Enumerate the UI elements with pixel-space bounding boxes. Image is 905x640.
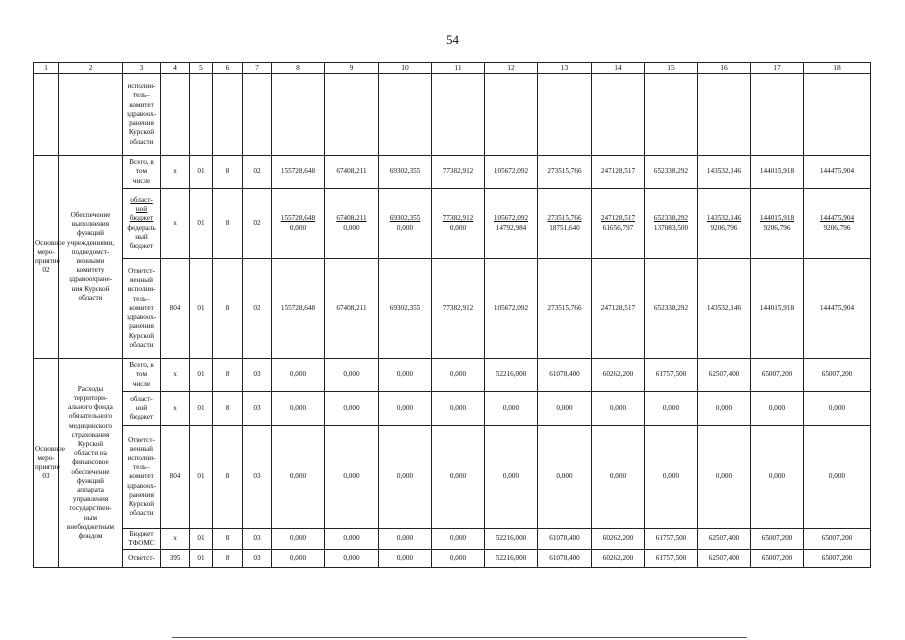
- value-cell: 0,000: [804, 392, 871, 426]
- value-cell: 0,000: [379, 529, 432, 550]
- source-cell: [123, 550, 161, 568]
- description-line: обеспечение: [71, 467, 110, 476]
- description-line: Расходы: [77, 384, 104, 393]
- source-line: област-: [130, 195, 153, 204]
- source-line: ТФОМС: [128, 539, 155, 547]
- table-row: [34, 259, 871, 359]
- value-cell: 62507,400: [698, 550, 751, 568]
- measure-name-line: приятие: [35, 463, 60, 471]
- code-cell: 01: [190, 392, 213, 426]
- source-line: област-: [130, 394, 153, 403]
- value-cell: 0,000: [432, 359, 485, 392]
- empty-cell: [592, 74, 645, 156]
- value-cell: 0,000: [325, 550, 379, 568]
- code-cell: 01: [190, 359, 213, 392]
- value-cell: 0,000: [698, 426, 751, 529]
- value-cell: 60262,200: [592, 529, 645, 550]
- header-cell: 16: [698, 63, 751, 74]
- source-line: бюджет: [129, 241, 154, 250]
- value-cell: 0,000: [379, 426, 432, 529]
- source-line: ранения: [129, 119, 154, 128]
- value-cell: 143532,146: [698, 156, 751, 189]
- value-cell: 61078,400: [538, 550, 592, 568]
- value-cell: 0,000: [272, 426, 325, 529]
- value-cell: 0,000: [379, 359, 432, 392]
- code-cell: 03: [243, 359, 272, 392]
- value-cell: 105672,092: [485, 156, 538, 189]
- value-cell: 105672,092: [485, 259, 538, 359]
- measure-name-line: 02: [42, 266, 50, 275]
- value-cell: 60262,200: [592, 359, 645, 392]
- empty-cell: [243, 74, 272, 156]
- value-cell: 62507,400: [698, 359, 751, 392]
- empty-cell: [59, 74, 123, 156]
- value-line: 137083,500: [653, 223, 689, 232]
- code-cell: 8: [213, 359, 243, 392]
- page-number: 54: [446, 32, 459, 47]
- source-line: венный: [130, 276, 153, 285]
- value-cell: 61078,400: [538, 359, 592, 392]
- source-line: том: [135, 167, 148, 176]
- table-body: [34, 63, 871, 568]
- code-cell: 8: [213, 259, 243, 359]
- description-line: функций: [77, 229, 104, 238]
- source-line: венный: [130, 444, 153, 453]
- empty-cell: [485, 74, 538, 156]
- source-line: Бюджет: [129, 529, 154, 538]
- source-cell: [123, 529, 161, 550]
- source-line: Ответст-: [128, 267, 155, 276]
- code-cell: 03: [243, 550, 272, 568]
- header-cell: 4: [161, 63, 190, 74]
- empty-cell: [804, 74, 871, 156]
- header-cell: 17: [751, 63, 804, 74]
- value-line: 61656,797: [602, 223, 634, 232]
- value-cell: 77382,912: [432, 156, 485, 189]
- code-cell: 02: [243, 189, 272, 259]
- value-cell: 0,000: [272, 392, 325, 426]
- code-cell: 8: [213, 392, 243, 426]
- source-line: комитет: [129, 472, 154, 481]
- value-cell: 0,000: [485, 392, 538, 426]
- value-cell: [592, 189, 645, 259]
- code-cell: 8: [213, 189, 243, 259]
- header-cell: 13: [538, 63, 592, 74]
- header-cell: 1: [34, 63, 59, 74]
- source-line: области: [129, 137, 154, 146]
- source-cell: [123, 426, 161, 529]
- source-line: исполни-: [127, 453, 156, 462]
- source-line: здравоох-: [126, 109, 157, 118]
- code-cell: 8: [213, 426, 243, 529]
- measure-name-line: Основное: [35, 238, 65, 247]
- source-line: тель–: [133, 463, 150, 472]
- value-cell: 0,000: [698, 392, 751, 426]
- header-cell: 6: [213, 63, 243, 74]
- value-cell: 0,000: [272, 529, 325, 550]
- description-line: внебюджетным: [66, 522, 115, 531]
- source-line: комитет: [129, 303, 154, 312]
- empty-cell: [272, 74, 325, 156]
- code-cell: x: [161, 156, 190, 189]
- source-line: Ответст-: [128, 435, 155, 444]
- source-line: Всего, в: [129, 158, 154, 167]
- value-line: 14792,984: [495, 223, 527, 232]
- code-cell: 01: [190, 189, 213, 259]
- code-cell: 01: [190, 259, 213, 359]
- value-cell: 0,000: [432, 426, 485, 529]
- empty-cell: [538, 74, 592, 156]
- code-cell: 02: [243, 156, 272, 189]
- empty-cell: [379, 74, 432, 156]
- code-cell: x: [161, 189, 190, 259]
- header-cell: 10: [379, 63, 432, 74]
- code-cell: x: [161, 392, 190, 426]
- source-line: бюджет: [129, 413, 154, 422]
- header-cell: 14: [592, 63, 645, 74]
- empty-cell: [213, 74, 243, 156]
- description-line: ального фонда: [68, 403, 113, 412]
- code-cell: 02: [243, 259, 272, 359]
- value-line: 144015,918: [759, 214, 795, 223]
- description-line: обязательного: [68, 412, 113, 421]
- value-cell: 144015,918: [751, 156, 804, 189]
- empty-cell: [34, 74, 59, 156]
- value-cell: 0,000: [379, 550, 432, 568]
- value-cell: 0,000: [645, 392, 698, 426]
- source-line: комитет: [129, 100, 154, 109]
- description-line: ным: [83, 513, 98, 522]
- value-cell: 0,000: [272, 359, 325, 392]
- source-line: федераль: [127, 223, 156, 232]
- value-cell: 155728,648: [272, 259, 325, 359]
- value-cell: 144015,918: [751, 259, 804, 359]
- value-cell: 69302,355: [379, 156, 432, 189]
- empty-cell: [645, 74, 698, 156]
- value-cell: 0,000: [432, 550, 485, 568]
- source-line: ной: [135, 403, 148, 412]
- source-line: числе: [132, 379, 151, 388]
- code-cell: 8: [213, 529, 243, 550]
- description-line: Обеспечение: [70, 210, 111, 219]
- value-cell: 52216,000: [485, 550, 538, 568]
- value-line: 247128,517: [600, 214, 636, 223]
- value-line: 652338,292: [653, 214, 689, 223]
- value-cell: [272, 189, 325, 259]
- value-cell: 0,000: [645, 426, 698, 529]
- value-cell: 0,000: [751, 426, 804, 529]
- value-cell: 65007,200: [751, 529, 804, 550]
- value-cell: 0,000: [538, 426, 592, 529]
- measure-description-cell: [59, 359, 123, 568]
- source-line: тель–: [133, 294, 150, 303]
- value-cell: 65007,200: [804, 359, 871, 392]
- value-cell: 0,000: [379, 392, 432, 426]
- value-cell: 67408,211: [325, 259, 379, 359]
- source-line: ранения: [129, 490, 154, 499]
- description-line: учреждениями,: [67, 238, 114, 247]
- value-cell: 0,000: [272, 550, 325, 568]
- value-line: 0,000: [289, 223, 307, 232]
- value-cell: 155728,648: [272, 156, 325, 189]
- value-cell: 0,000: [325, 392, 379, 426]
- table-row: [34, 529, 871, 550]
- value-line: 77382,912: [442, 214, 474, 223]
- code-cell: 804: [161, 259, 190, 359]
- code-cell: 03: [243, 392, 272, 426]
- header-cell: 3: [123, 63, 161, 74]
- measure-name-line: 03: [42, 472, 50, 481]
- value-cell: 65007,200: [804, 529, 871, 550]
- value-cell: [698, 189, 751, 259]
- source-line: числе: [132, 176, 151, 185]
- value-line: 18751,640: [549, 223, 580, 232]
- value-cell: 67408,211: [325, 156, 379, 189]
- description-line: комитету: [76, 266, 105, 275]
- value-cell: 52216,000: [485, 359, 538, 392]
- description-line: территори-: [73, 393, 108, 402]
- value-cell: [325, 189, 379, 259]
- code-cell: 03: [243, 529, 272, 550]
- value-cell: 247128,517: [592, 259, 645, 359]
- description-line: управления: [72, 495, 109, 504]
- source-cell: [123, 259, 161, 359]
- value-line: 67408,211: [336, 214, 367, 223]
- value-cell: 62507,400: [698, 529, 751, 550]
- value-line: 155728,648: [280, 214, 316, 223]
- value-cell: 61757,500: [645, 550, 698, 568]
- value-cell: 247128,517: [592, 156, 645, 189]
- code-cell: 03: [243, 426, 272, 529]
- table-row: [34, 550, 871, 568]
- description-line: аппарата: [77, 486, 104, 495]
- value-cell: 0,000: [325, 359, 379, 392]
- description-line: области: [78, 293, 103, 302]
- value-cell: 61757,500: [645, 529, 698, 550]
- value-cell: [804, 189, 871, 259]
- empty-cell: [698, 74, 751, 156]
- value-cell: 0,000: [751, 392, 804, 426]
- header-cell: 9: [325, 63, 379, 74]
- source-cell: [123, 74, 161, 156]
- header-cell: 12: [485, 63, 538, 74]
- value-cell: 65007,200: [804, 550, 871, 568]
- value-cell: [645, 189, 698, 259]
- code-cell: 01: [190, 550, 213, 568]
- value-cell: 0,000: [325, 426, 379, 529]
- value-cell: 0,000: [592, 392, 645, 426]
- description-line: Курской: [77, 439, 104, 448]
- scan-edge-line: [172, 637, 747, 638]
- value-cell: 0,000: [538, 392, 592, 426]
- code-cell: x: [161, 359, 190, 392]
- code-cell: 8: [213, 156, 243, 189]
- source-line: Всего, в: [129, 361, 154, 370]
- source-cell: [123, 392, 161, 426]
- source-line: здравоох-: [126, 313, 157, 322]
- value-cell: 60262,200: [592, 550, 645, 568]
- measure-name-cell: [34, 156, 65, 359]
- value-cell: 144475,904: [804, 156, 871, 189]
- description-line: венными: [76, 257, 105, 265]
- source-line: Курской: [128, 128, 155, 137]
- value-cell: 273515,766: [538, 259, 592, 359]
- empty-cell: [751, 74, 804, 156]
- code-cell: 804: [161, 426, 190, 529]
- table-row: [34, 359, 871, 392]
- table-row: [34, 74, 871, 156]
- value-cell: 0,000: [592, 426, 645, 529]
- empty-cell: [190, 74, 213, 156]
- source-line: исполни-: [127, 285, 156, 294]
- value-cell: 61757,500: [645, 359, 698, 392]
- value-line: 9206,796: [710, 223, 738, 232]
- source-line: Ответст-: [128, 553, 155, 562]
- description-line: страхования: [71, 430, 110, 439]
- value-line: 273515,766: [547, 214, 582, 223]
- measure-name-cell: [34, 359, 65, 568]
- table-row: [34, 156, 871, 189]
- measure-name-line: Основное: [35, 444, 65, 453]
- code-cell: 01: [190, 426, 213, 529]
- source-line: том: [135, 370, 148, 379]
- source-line: ранения: [129, 322, 154, 331]
- source-line: исполни-: [127, 82, 156, 91]
- description-line: финансовое: [72, 458, 109, 467]
- description-line: медицинского: [69, 421, 112, 430]
- value-cell: 144475,904: [804, 259, 871, 359]
- table-row: [34, 392, 871, 426]
- value-line: 0,000: [396, 223, 414, 232]
- source-line: тель–: [133, 91, 150, 100]
- header-cell: 2: [59, 63, 123, 74]
- source-line: ный: [135, 232, 148, 241]
- description-line: выполнения: [71, 220, 110, 229]
- header-cell: 15: [645, 63, 698, 74]
- value-cell: 0,000: [432, 392, 485, 426]
- source-cell: [123, 359, 161, 392]
- value-cell: [751, 189, 804, 259]
- header-row: [34, 63, 871, 74]
- value-line: 9206,796: [823, 223, 851, 232]
- value-line: 144475,904: [819, 214, 855, 223]
- source-cell: [123, 156, 161, 189]
- header-cell: 7: [243, 63, 272, 74]
- code-cell: 395: [161, 550, 190, 568]
- empty-cell: [161, 74, 190, 156]
- value-cell: 143532,146: [698, 259, 751, 359]
- value-cell: 69302,355: [379, 259, 432, 359]
- table-row: [34, 426, 871, 529]
- description-line: государствен-: [69, 504, 112, 513]
- value-line: 69302,355: [389, 214, 421, 223]
- value-line: 0,000: [449, 223, 467, 232]
- description-line: функций: [77, 476, 104, 485]
- description-line: здравоохране-: [68, 275, 113, 284]
- code-cell: 8: [213, 550, 243, 568]
- source-line: Курской: [128, 500, 155, 509]
- value-cell: 273515,766: [538, 156, 592, 189]
- source-line: Курской: [128, 331, 155, 340]
- value-cell: 652338,292: [645, 259, 698, 359]
- description-line: ния Курской: [71, 284, 110, 293]
- value-cell: [538, 189, 592, 259]
- value-line: 143532,146: [706, 214, 742, 223]
- empty-cell: [432, 74, 485, 156]
- code-cell: x: [161, 529, 190, 550]
- value-cell: 65007,200: [751, 359, 804, 392]
- measure-description-cell: [59, 156, 123, 359]
- measure-name-line: меро-: [37, 453, 55, 462]
- header-cell: 8: [272, 63, 325, 74]
- source-line: здравоох-: [126, 481, 157, 490]
- source-line: бюджет: [129, 214, 154, 223]
- value-cell: [485, 189, 538, 259]
- measure-name-line: меро-: [37, 247, 55, 256]
- description-line: подведомст-: [71, 247, 110, 256]
- value-line: 0,000: [343, 223, 360, 232]
- measure-name-line: приятие: [35, 257, 60, 265]
- value-cell: [379, 189, 432, 259]
- value-cell: 0,000: [485, 426, 538, 529]
- description-line: фондом: [78, 532, 103, 541]
- value-cell: 0,000: [325, 529, 379, 550]
- value-cell: 652338,292: [645, 156, 698, 189]
- value-line: 105672,092: [493, 214, 529, 223]
- value-cell: 0,000: [432, 529, 485, 550]
- value-line: 9206,796: [763, 223, 791, 232]
- description-line: области на: [74, 449, 107, 458]
- source-line: ной: [135, 205, 148, 214]
- source-cell: [123, 189, 161, 259]
- budget-table: [33, 62, 871, 568]
- code-cell: 01: [190, 156, 213, 189]
- source-line: области: [129, 509, 154, 518]
- value-cell: [432, 189, 485, 259]
- code-cell: 01: [190, 529, 213, 550]
- value-cell: 52216,000: [485, 529, 538, 550]
- value-cell: 77382,912: [432, 259, 485, 359]
- value-cell: 61078,400: [538, 529, 592, 550]
- header-cell: 11: [432, 63, 485, 74]
- value-cell: 0,000: [804, 426, 871, 529]
- source-line: области: [129, 340, 154, 349]
- header-cell: 5: [190, 63, 213, 74]
- header-cell: 18: [804, 63, 871, 74]
- table-row: [34, 189, 871, 259]
- empty-cell: [325, 74, 379, 156]
- value-cell: 65007,200: [751, 550, 804, 568]
